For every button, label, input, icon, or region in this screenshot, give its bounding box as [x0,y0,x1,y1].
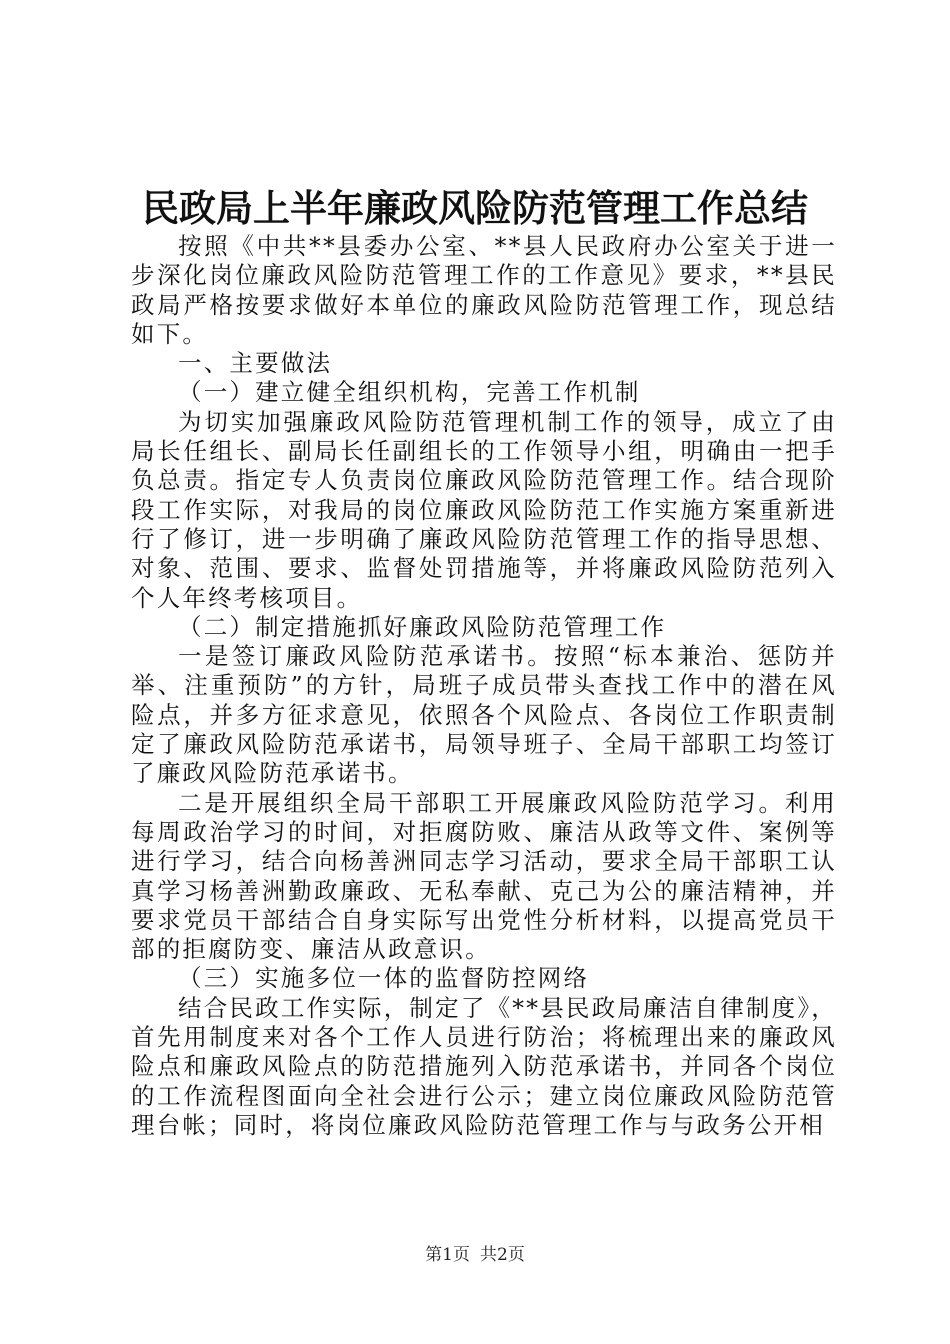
page-footer [0,1244,950,1266]
subsection-heading-measures: （二）制定措施抓好廉政风险防范管理工作 [178,612,667,641]
paragraph-organization: 为切实加强廉政风险防范管理机制工作的领导，成立了由局长任组长、副局长任副组长的工作领导小组，明确由一把手负总责。指定专人负责岗位廉政风险防范管理工作。结合现阶段工作实际，对我局的岗位廉政风险防范工作实施方案重新进行了修订，进一步明确了廉政风险防范管理工作的指导思想、对象、范围、要求、监督处罚措施等，并将廉政风险防范列入个人年终考核项目。 [131,407,837,612]
section-heading-main-methods: 一、主要做法 [178,349,333,378]
paragraph-commitment: 一是签订廉政风险防范承诺书。按照“标本兼治、惩防并举、注重预防”的方针，局班子成员带头查找工作中的潜在风险点，并多方征求意见，依照各个风险点、各岗位工作职责制定了廉政风险防范承诺书，局领导班子、全局干部职工均签订了廉政风险防范承诺书。 [131,642,837,788]
subsection-heading-supervision: （三）实施多位一体的监督防控网络 [178,964,590,993]
page-number-current: 第1页 [425,1245,470,1265]
document-body [131,232,837,1140]
paragraph-supervision: 结合民政工作实际，制定了《**县民政局廉洁自律制度》，首先用制度来对各个工作人员进行防治；将梳理出来的廉政风险点和廉政风险点的防范措施列入防范承诺书，并同各个岗位的工作流程图面向全社会进行公示；建立岗位廉政风险防范管理台帐；同时，将岗位廉政风险防范管理工作与与政务公开相 [131,993,837,1139]
page-number-total: 共2页 [480,1245,525,1265]
paragraph-study: 二是开展组织全局干部职工开展廉政风险防范学习。利用每周政治学习的时间，对拒腐防败、廉洁从政等文件、案例等进行学习，结合向杨善洲同志学习活动，要求全局干部职工认真学习杨善洲勤政廉政、无私奉献、克己为公的廉洁精神，并要求党员干部结合自身实际写出党性分析材料，以提高党员干部的拒腐防变、廉洁从政意识。 [131,788,837,964]
intro-paragraph: 按照《中共**县委办公室、**县人民政府办公室关于进一步深化岗位廉政风险防范管理工作的工作意见》要求，**县民政局严格按要求做好本单位的廉政风险防范管理工作，现总结如下。 [131,232,837,348]
document-title: 民政局上半年廉政风险防范管理工作总结 [142,186,808,230]
subsection-heading-organization: （一）建立健全组织机构，完善工作机制 [178,378,641,407]
